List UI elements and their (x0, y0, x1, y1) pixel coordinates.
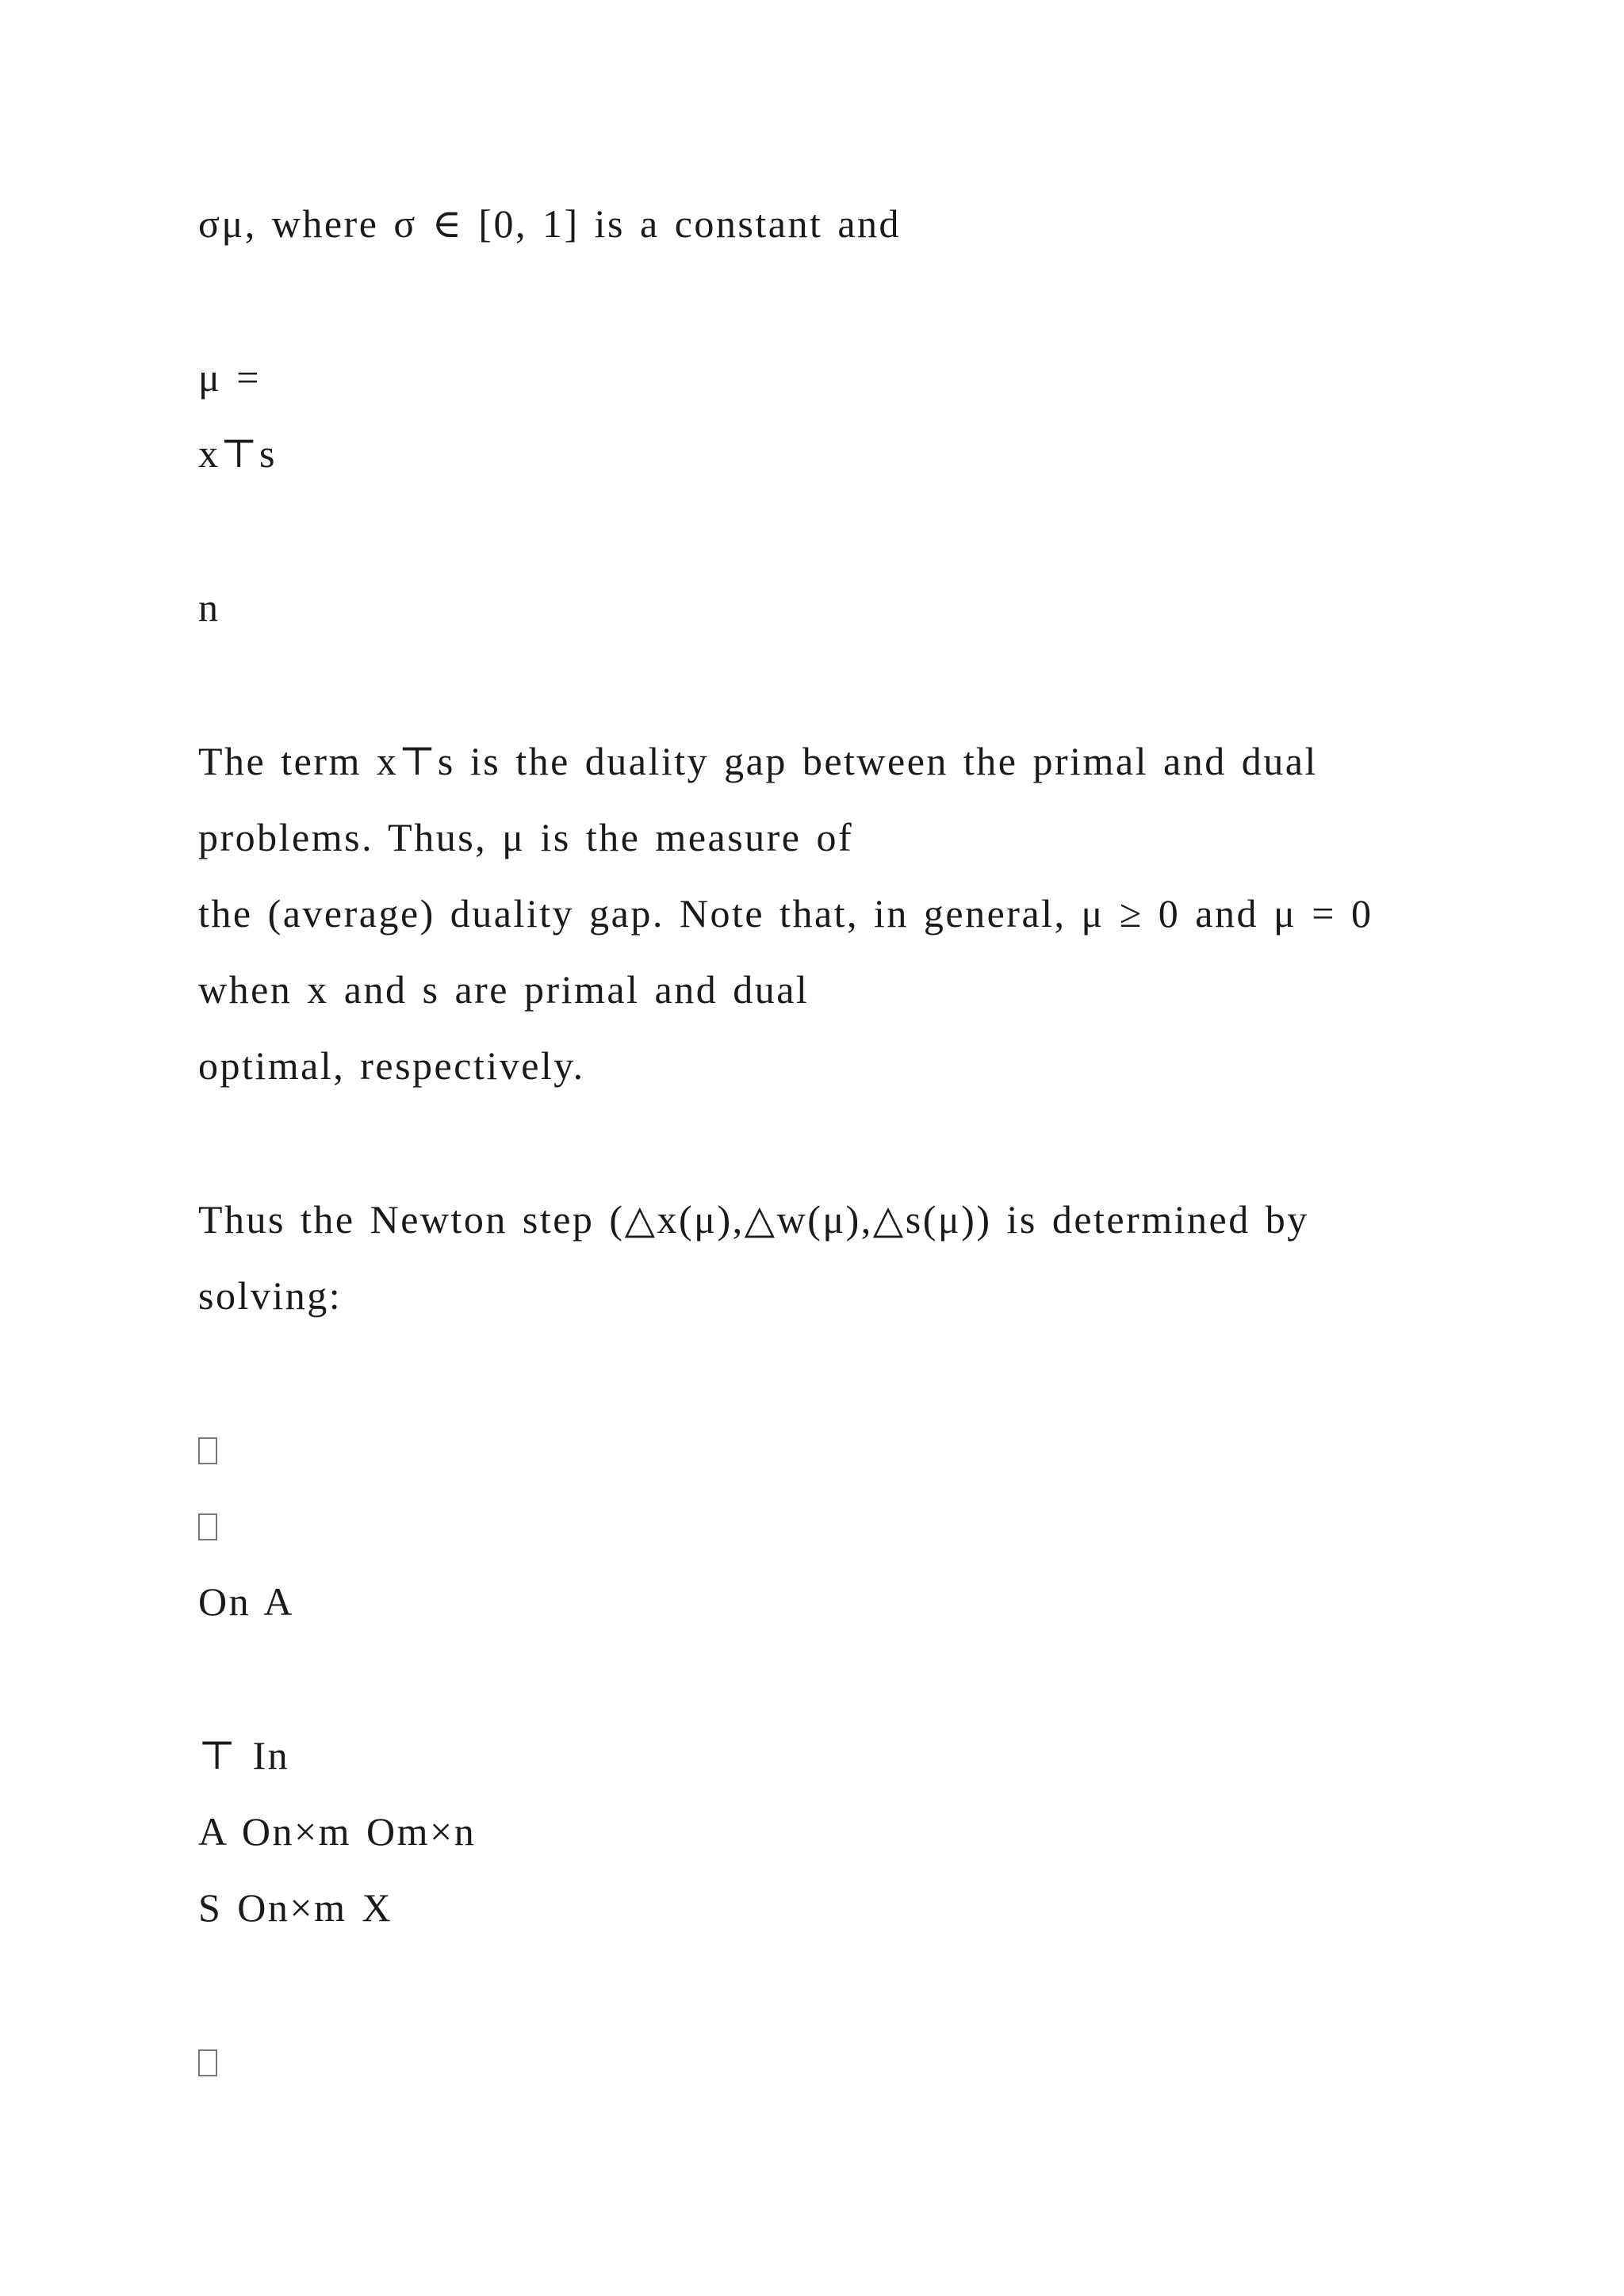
missing-glyph-box-icon (198, 2049, 217, 2076)
paragraph-line-3: the (average) duality gap. Note that, in general, μ ≥ 0 and μ = 0 (198, 891, 1373, 936)
paragraph-line-5: optimal, respectively. (198, 1043, 585, 1088)
text-line-sigma-mu: σμ, where σ ∈ [0, 1] is a constant and (198, 201, 902, 246)
matrix-row-1: ⊤ In (198, 1733, 290, 1777)
matrix-row-0: On A (198, 1579, 294, 1624)
newton-step-line-1: Thus the Newton step (△x(μ),△w(μ),△s(μ)) is determined by (198, 1197, 1309, 1242)
missing-glyph-2 (198, 1502, 217, 1549)
paragraph-line-1: The term x⊤s is the duality gap between the primal and dual (198, 739, 1318, 783)
missing-glyph-1 (198, 1425, 217, 1473)
missing-glyph-box-icon (198, 1513, 217, 1540)
text-line-denominator: n (198, 585, 220, 629)
missing-glyph-box-icon (198, 1437, 217, 1464)
paragraph-line-4: when x and s are primal and dual (198, 967, 810, 1012)
matrix-row-3: S On×m X (198, 1885, 393, 1930)
newton-step-line-2: solving: (198, 1273, 343, 1318)
text-line-mu-equals: μ = (198, 355, 262, 400)
matrix-row-2: A On×m Om×n (198, 1809, 477, 1854)
paragraph-line-2: problems. Thus, μ is the measure of (198, 815, 854, 859)
missing-glyph-3 (198, 2038, 217, 2085)
text-line-numerator: x⊤s (198, 431, 277, 476)
